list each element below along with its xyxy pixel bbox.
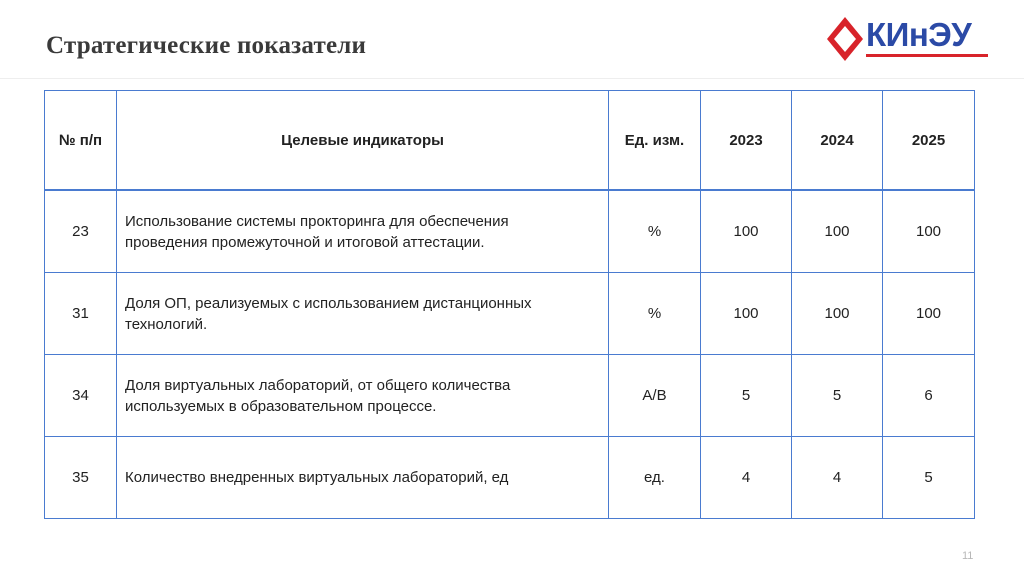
table-row [45,355,975,437]
indicator-line: Количество внедренных виртуальных лабораторий, ед [125,469,509,486]
indicator-line: технологий. [125,315,208,333]
row-indicator [117,190,609,273]
page-number: 11 [962,550,974,562]
row-2023: 4 [701,437,792,519]
row-num: 23 [45,190,117,273]
table-row [45,273,975,355]
indicator-line: Использование системы прокторинга для обеспечения [125,212,509,230]
diamond-logo-icon [826,16,864,62]
page-title: Стратегические показатели [46,32,367,59]
table-row [45,190,975,273]
row-2025: 5 [883,437,975,519]
indicator-line: Доля виртуальных лабораторий, от общего количества [125,376,511,394]
header-indicator: Целевые индикаторы [117,91,609,191]
header-num: № п/п [45,91,117,191]
row-2024: 5 [792,355,883,437]
row-2025: 100 [883,190,975,273]
title-divider [0,78,1024,79]
row-2023: 100 [701,273,792,355]
row-unit: % [609,190,701,273]
row-2024: 4 [792,437,883,519]
kineu-logo [826,14,991,64]
header-2024: 2024 [792,91,883,191]
table-row [45,437,975,519]
logo-text: КИнЭУ [866,16,972,53]
row-2025: 100 [883,273,975,355]
logo-underline [866,54,988,57]
indicators-table [44,90,975,519]
row-num: 34 [45,355,117,437]
row-indicator [117,273,609,355]
header-2025: 2025 [883,91,975,191]
row-2023: 5 [701,355,792,437]
row-2023: 100 [701,190,792,273]
row-unit: % [609,273,701,355]
table-header-row [45,91,975,191]
indicator-line: проведения промежуточной и итоговой аттестации. [125,233,485,251]
header-2023: 2023 [701,91,792,191]
row-indicator [117,437,609,519]
row-2024: 100 [792,190,883,273]
indicator-line: используемых в образовательном процессе. [125,397,437,415]
indicator-line: Доля ОП, реализуемых с использованием дистанционных [125,294,532,312]
row-num: 35 [45,437,117,519]
row-2025: 6 [883,355,975,437]
row-unit: ед. [609,437,701,519]
row-num: 31 [45,273,117,355]
row-2024: 100 [792,273,883,355]
row-unit: А/В [609,355,701,437]
row-indicator [117,355,609,437]
header-unit: Ед. изм. [609,91,701,191]
